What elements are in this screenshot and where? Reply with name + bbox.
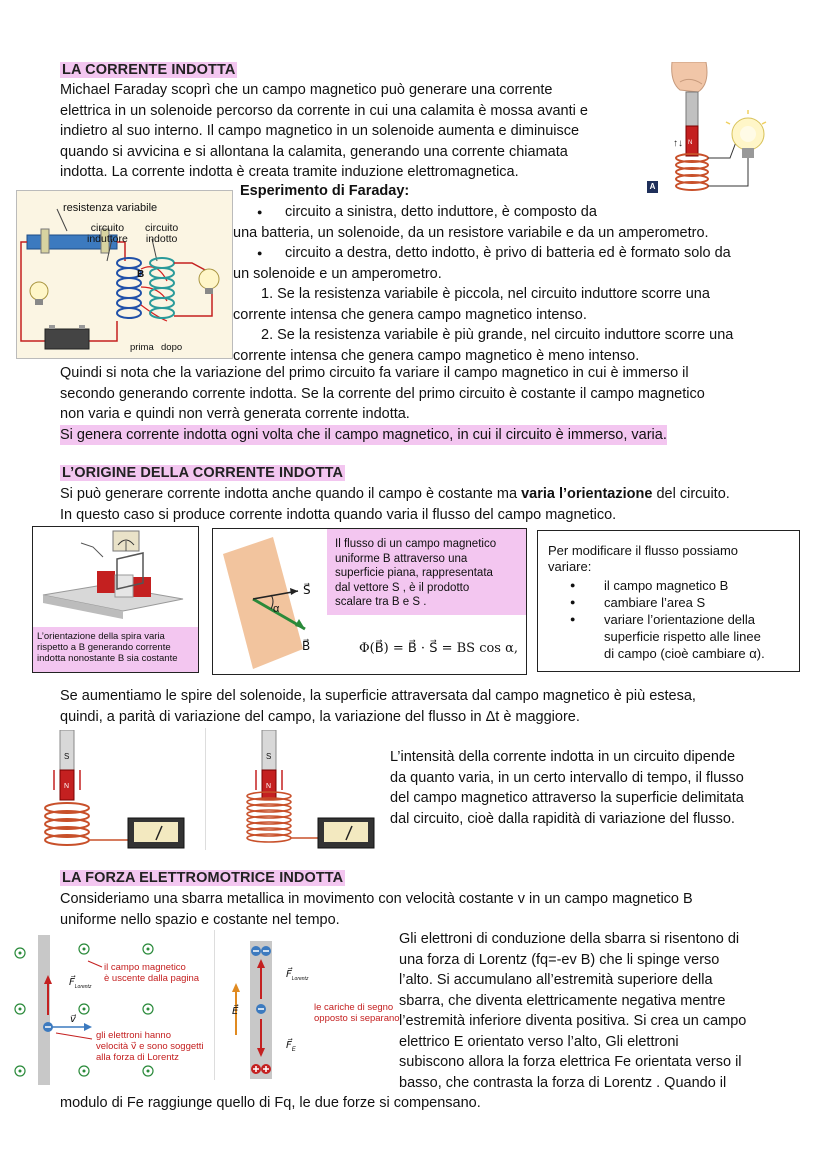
text-line: L’intensità della corrente indotta in un circuito dipende <box>390 749 736 765</box>
faraday-experiment-figure <box>16 190 233 359</box>
bullet-line: ● circuito a destra, detto indotto, è privo di batteria ed è formato solo da <box>257 245 731 261</box>
list-item-continued: di campo (cioè cambiare α). <box>604 646 765 661</box>
text-line: quindi, a parità di variazione del campo, la variazione del flusso in Δt è maggiore. <box>60 708 580 725</box>
figure-divider <box>214 930 215 1080</box>
force-symbol: F⃗ <box>286 969 292 980</box>
flux-text-panel <box>327 529 526 615</box>
annotation-line: opposto si separano <box>314 1013 400 1024</box>
list-item: ● il campo magnetico B <box>570 578 729 593</box>
text-line: Michael Faraday scoprì che un campo magnetico può generare una corrente <box>60 82 553 98</box>
annotation-line: il campo magnetico <box>104 962 186 973</box>
text-line: Consideriamo una sbarra metallica in movimento con velocità costante v in un campo magnetico B <box>60 891 693 907</box>
flux-line: superficie piana, rappresentata <box>335 567 493 579</box>
text-line: corrente intensa che genera campo magnetico intenso. <box>233 306 587 323</box>
label-line: indotto <box>145 233 178 245</box>
text-line: circuito a destra, detto indotto, è privo di batteria ed è formato solo da <box>285 245 731 261</box>
experiment-title: Esperimento di Faraday: <box>240 183 410 199</box>
solenoid-many-turns-figure <box>242 730 412 850</box>
flux-formula: Φ(B⃗) = B⃗ · S⃗ = BS cos α, <box>359 641 519 656</box>
text-line <box>60 484 800 505</box>
text-line: del campo magnetico attraverso la superficie delimitata <box>390 790 744 806</box>
svg-text:N: N <box>688 140 693 146</box>
flux-line: scalare tra B e S . <box>335 596 427 608</box>
text-line: Quindi si nota che la variazione del primo circuito fa variare il campo magnetico in cui è immerso il <box>60 365 689 381</box>
bold-span: varia l’orientazione <box>521 486 653 502</box>
magnet-s-label: S <box>266 752 272 761</box>
fem-intro-paragraph <box>60 889 800 930</box>
spire-paragraph <box>60 686 800 727</box>
faraday-diagram <box>17 191 232 358</box>
text-line: Se aumentiamo le spire del solenoide, la superficie attraversata dal campo magnetico è più estesa, <box>60 688 696 704</box>
flux-line: uniforme B attraverso una <box>335 552 468 565</box>
text-line: 1. Se la resistenza variabile è piccola, nel circuito induttore scorre una <box>261 286 710 302</box>
label-line: circuito <box>145 222 179 234</box>
label-circuito-indotto <box>145 223 178 245</box>
text-line: indotta. La corrente indotta è creata tramite induzione elettromagnetica. <box>60 164 519 180</box>
list-item-text: cambiare l’area S <box>604 595 706 610</box>
caption-line: rispetto a B generando corrente <box>37 642 171 653</box>
list-item: ● variare l’orientazione della <box>570 612 756 627</box>
text-span: del circuito. <box>652 486 730 502</box>
text-line: circuito a sinistra, detto induttore, è composto da <box>285 204 597 220</box>
text-line: In questo caso si produce corrente indotta quando varia il flusso del campo magnetico. <box>60 506 617 523</box>
caption-line: indotta nonostante B sia costante <box>37 653 178 664</box>
origin-paragraph <box>60 484 800 525</box>
list-item-continued: superficie rispetto alle linee <box>604 629 761 644</box>
text-line: l’alto. Si accumulano all’estremità superiore della <box>399 972 713 988</box>
text-line: subiscono allora la forza elettrica Fe orientata verso il <box>399 1054 742 1070</box>
intensity-paragraph <box>390 747 790 829</box>
solenoid-few-turns-figure <box>40 730 210 850</box>
force-symbol: F⃗ <box>69 977 75 988</box>
list-item-text: variare l’orientazione della <box>604 612 756 627</box>
orientation-caption <box>33 627 198 672</box>
svg-text:↑↓: ↑↓ <box>673 138 683 149</box>
magnet-s-label: S <box>64 752 70 761</box>
flux-line: dal vettore S , è il prodotto <box>335 581 470 594</box>
text-line: un solenoide e un amperometro. <box>233 265 442 282</box>
velocity-label: v⃗ <box>70 1014 76 1025</box>
list-item: ● cambiare l’area S <box>570 595 706 610</box>
alpha-label: α <box>273 603 280 615</box>
force-symbol: F⃗ <box>286 1040 292 1051</box>
fem-last-line: modulo di Fe raggiunge quello di Fq, le due forze si compensano. <box>60 1095 481 1111</box>
text-line: uniforme nello spazio e costante nel tempo. <box>60 911 340 928</box>
charges-annotation <box>314 1002 400 1024</box>
label-circuito-induttore <box>87 223 128 245</box>
magnet-coil-bulb-figure <box>640 62 770 197</box>
vector-s-label: S⃗ <box>303 583 311 597</box>
figure-divider <box>205 728 206 850</box>
text-line: indietro al suo interno. Il campo magnetico in un solenoide aumenta e diminuisce <box>60 123 580 139</box>
magnet-n-label: N <box>64 783 70 790</box>
text-line: una forza di Lorentz (fq=-ev B) che li spinge verso <box>399 951 720 968</box>
flux-definition-box <box>212 528 527 675</box>
figure-label-a: A <box>647 181 658 193</box>
text-line: sbarra, che diventa elettricamente negativa mentre <box>399 992 726 1009</box>
annotation-line: è uscente dalla pagina <box>104 973 200 984</box>
text-line: Gli elettroni di conduzione della sbarra si risentono di <box>399 931 740 947</box>
text-line: l’estremità inferiore diventa positiva. Si crea un campo <box>399 1013 747 1029</box>
box-title-line: variare: <box>548 559 592 574</box>
electric-field-label: E⃗ <box>232 1006 239 1017</box>
text-line: dal circuito, cioè dalla rapidità di variazione del flusso. <box>390 810 735 827</box>
text-line: elettrica in un solenoide percorso da corrente in cui una calamita è mossa avanti e <box>60 102 588 119</box>
label-prima: prima <box>130 342 154 353</box>
caption-line: L’orientazione della spira varia <box>37 631 165 642</box>
section-title-corrente-indotta: LA CORRENTE INDOTTA <box>62 62 236 78</box>
text-line: elettrico E orientato verso l’alto, Gli elettroni <box>399 1033 679 1050</box>
orientation-figure-box <box>32 526 199 673</box>
experiment-text <box>233 202 793 366</box>
text-line: una batteria, un solenoide, da un resistore variabile e da un amperometro. <box>233 224 709 241</box>
force-subscript: Lorentz <box>291 976 309 982</box>
annotation-line: gli elettroni hanno <box>96 1030 171 1041</box>
box-title-line: Per modificare il flusso possiamo <box>548 543 739 558</box>
annotation-line: alla forza di Lorentz <box>96 1052 179 1063</box>
lorentz-force-label <box>286 969 308 982</box>
label-dopo: dopo <box>161 342 183 353</box>
flux-vector-figure <box>213 529 333 674</box>
text-line: 2. Se la resistenza variabile è più grande, nel circuito induttore scorre una <box>261 327 734 343</box>
bullet-line: ● circuito a sinistra, detto induttore, è composto da <box>257 204 597 220</box>
magnet-n-label: N <box>266 783 272 790</box>
force-subscript: E <box>291 1047 296 1053</box>
list-item-text: il campo magnetico B <box>604 578 729 593</box>
highlighted-statement: Si genera corrente indotta ogni volta che il campo magnetico, in cui il circuito è immerso, varia. <box>60 425 667 446</box>
text-line: basso, che contrasta la forza di Lorentz . Quando il <box>399 1074 727 1091</box>
rotating-loop-figure <box>33 527 198 627</box>
electrons-annotation <box>96 1030 204 1063</box>
text-line: non varia e quindi non verrà generata corrente indotta. <box>60 406 410 422</box>
label-line: circuito <box>90 222 125 234</box>
conclusion-paragraph <box>60 363 780 445</box>
label-b-field: B <box>137 269 145 280</box>
label-line: induttore <box>87 233 128 245</box>
annotation-line: velocità v⃗ e sono soggetti <box>96 1041 204 1052</box>
electric-force-label <box>286 1040 296 1053</box>
section-title-origine: L’ORIGINE DELLA CORRENTE INDOTTA <box>62 465 344 481</box>
fem-body-paragraph <box>399 929 799 1093</box>
flux-line: Il flusso di un campo magnetico <box>335 538 497 550</box>
text-line: corrente intensa che genera campo magnetico è meno intenso. <box>233 347 640 364</box>
intro-paragraph <box>60 80 620 183</box>
flux-options-list <box>548 577 789 662</box>
lorentz-force-label <box>69 977 91 990</box>
flux-change-box <box>537 530 800 672</box>
text-span: Si può generare corrente indotta anche quando il campo è costante ma <box>60 486 522 502</box>
field-annotation <box>104 962 199 984</box>
section-title-fem-indotta: LA FORZA ELETTROMOTRICE INDOTTA <box>62 870 344 886</box>
vector-b-label: B⃗ <box>302 639 311 653</box>
annotation-line: le cariche di segno <box>314 1002 394 1013</box>
text-line: secondo generando corrente indotta. Se la corrente del primo circuito è costante il campo magnetico <box>60 385 705 402</box>
text-line: da quanto varia, in un certo intervallo di tempo, il flusso <box>390 769 744 786</box>
force-subscript: Lorentz <box>74 984 92 990</box>
label-resistenza-variabile: resistenza variabile <box>63 202 158 214</box>
text-line: quando si avvicina e si allontana la calamita, generando una corrente chiamata <box>60 143 568 160</box>
